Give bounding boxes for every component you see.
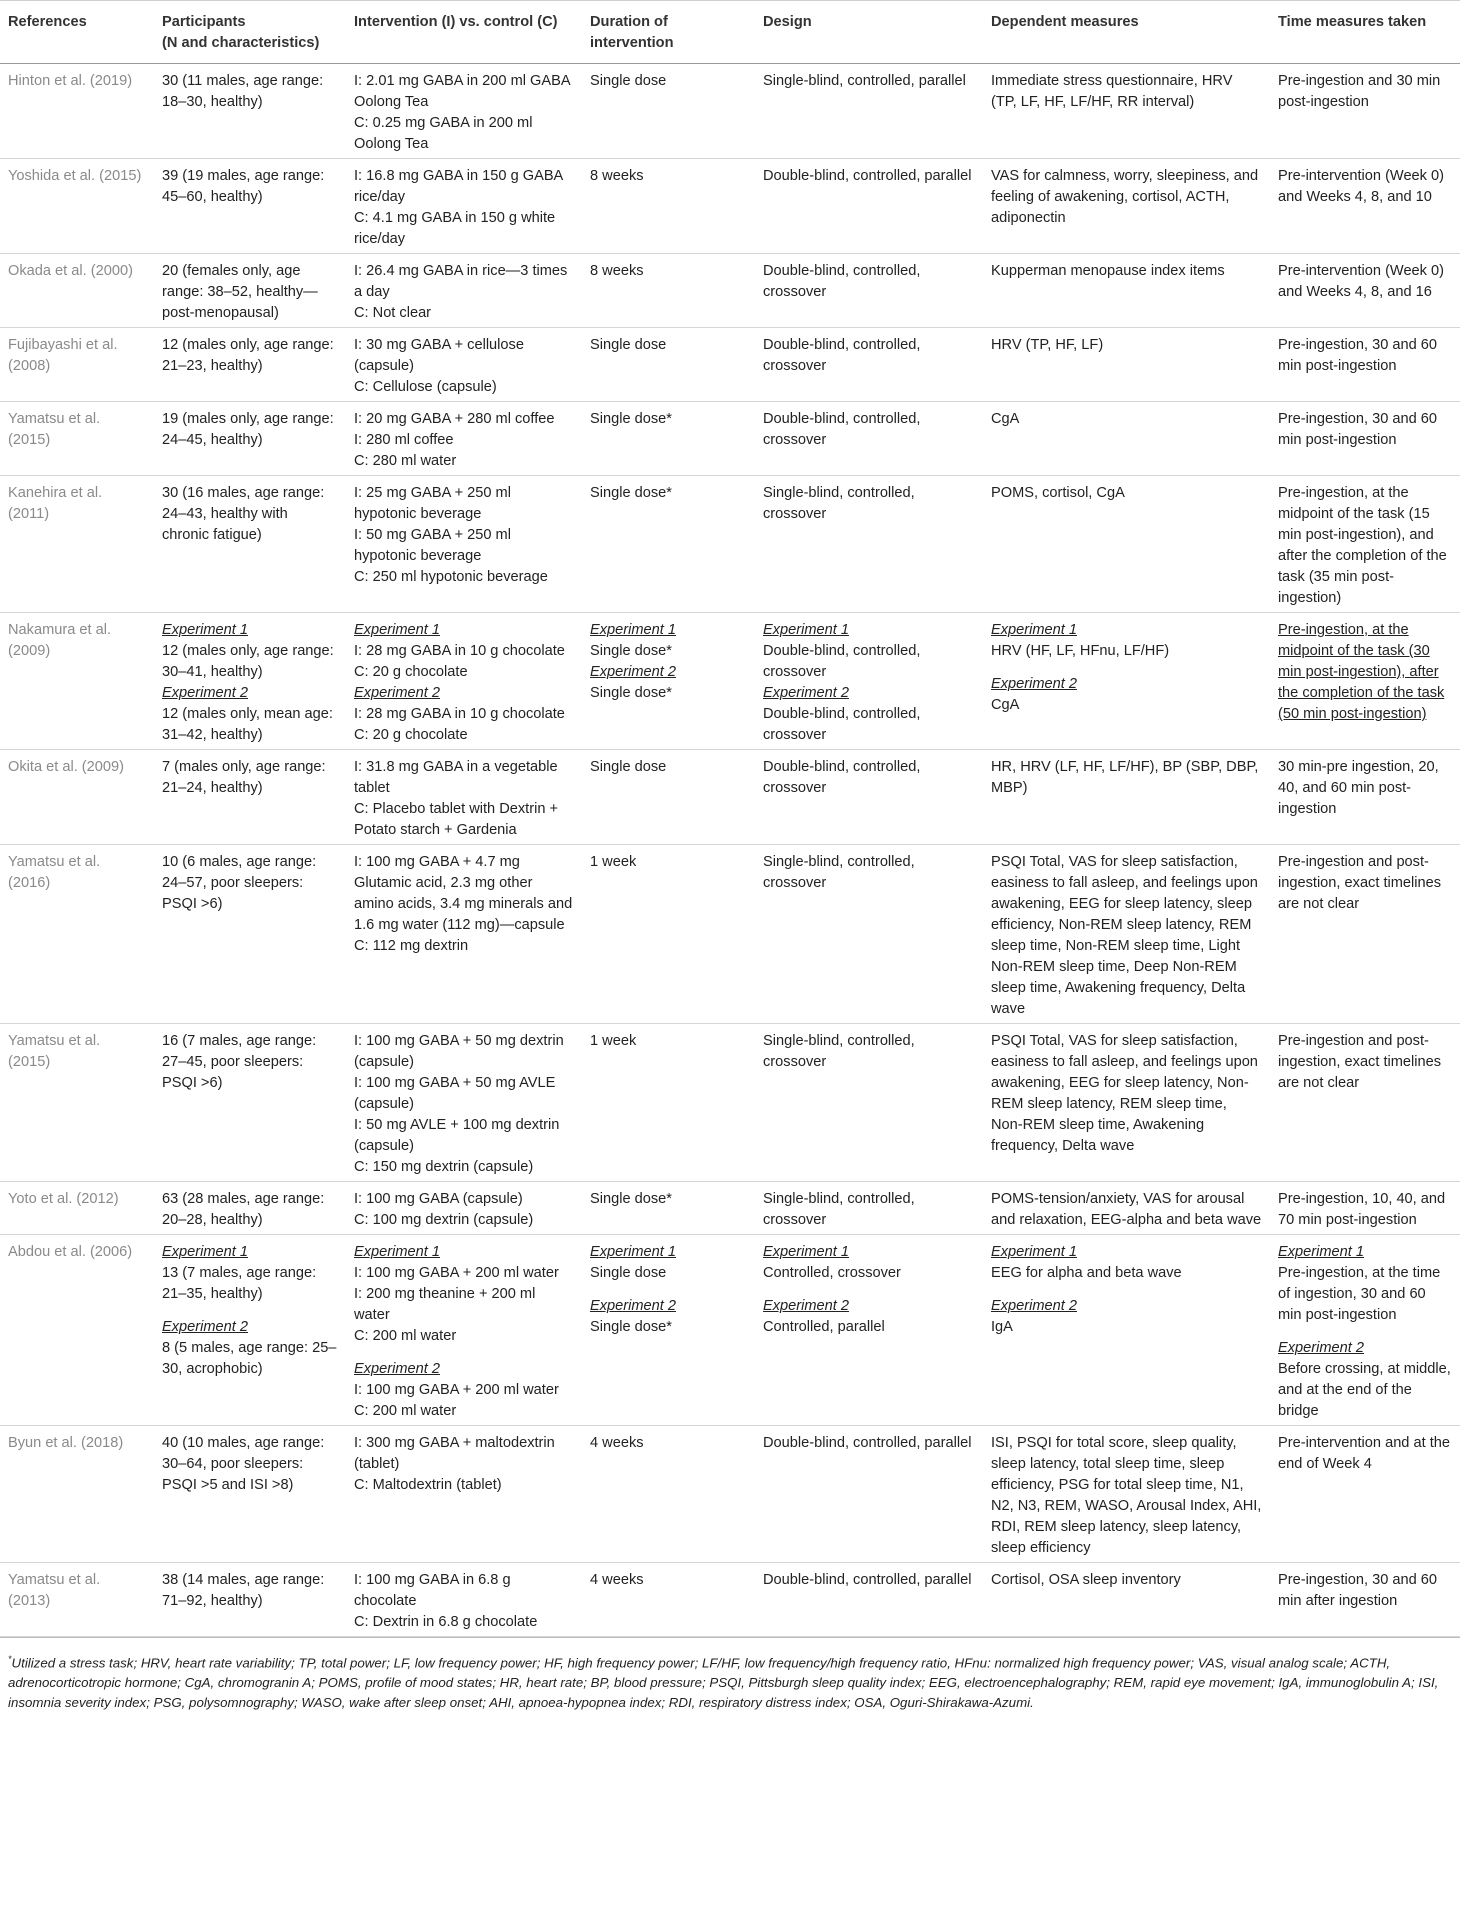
design-cell [755, 254, 983, 328]
experiment-label: Experiment 1 [991, 1244, 1077, 1260]
intervention-cell [346, 402, 582, 476]
experiment-label: Experiment 1 [354, 622, 440, 638]
design-cell [755, 845, 983, 1024]
measures-text: PSQI Total, VAS for sleep satisfaction, easiness to fall asleep, and feelings upon awakening, EEG for sleep latency, Non-REM sleep latency, REM sleep time, Non-REM sleep time, Awakening frequency, Delta wave [991, 1033, 1258, 1154]
reference-cell: Okita et al. (2009) [0, 750, 154, 845]
table-row [0, 328, 1460, 402]
design-text: Single-blind, controlled, crossover [763, 1191, 915, 1228]
intervention-cell [346, 1235, 582, 1426]
measures-text: Kupperman menopause index items [991, 263, 1225, 279]
table-row [0, 1563, 1460, 1637]
measures-cell [983, 1563, 1270, 1637]
duration-cell [582, 402, 755, 476]
header-participants [154, 1, 346, 64]
time-text: Pre-ingestion, 30 and 60 min after ingestion [1278, 1572, 1438, 1609]
duration-text: Single dose* [590, 485, 672, 501]
duration-text: 4 weeks [590, 1435, 644, 1451]
footnote-mark: * [8, 1654, 12, 1664]
design-text: Controlled, crossover [763, 1265, 901, 1281]
reference-cell: Yamatsu et al. (2015) [0, 1024, 154, 1182]
duration-cell [582, 1024, 755, 1182]
time-cell [1270, 1563, 1460, 1637]
header-measures: Dependent measures [983, 1, 1270, 64]
experiment-label: Experiment 2 [991, 676, 1077, 692]
time-text: Pre-ingestion, at the midpoint of the task (30 min post-ingestion), after the completion of the task (50 min post-ingestion) [1278, 622, 1445, 722]
time-text: Pre-ingestion and post-ingestion, exact timelines are not clear [1278, 854, 1442, 912]
intervention-text: I: 16.8 mg GABA in 150 g GABA rice/day C: 4.1 mg GABA in 150 g white rice/day [354, 168, 563, 247]
measures-text: HRV (TP, HF, LF) [991, 337, 1104, 353]
measures-text: HRV (HF, LF, HFnu, LF/HF) [991, 643, 1170, 659]
design-cell [755, 159, 983, 254]
design-cell [755, 402, 983, 476]
duration-cell [582, 750, 755, 845]
measures-cell [983, 64, 1270, 159]
experiment-label: Experiment 2 [1278, 1340, 1364, 1356]
participants-cell [154, 750, 346, 845]
duration-cell [582, 1235, 755, 1426]
time-cell [1270, 402, 1460, 476]
experiment-label: Experiment 2 [354, 1361, 440, 1377]
table-row [0, 476, 1460, 613]
intervention-text: I: 100 mg GABA + 4.7 mg Glutamic acid, 2.3 mg other amino acids, 3.4 mg minerals and 1.6 mg water (112 mg)—capsule C: 112 mg dextrin [354, 854, 573, 954]
measures-text: PSQI Total, VAS for sleep satisfaction, easiness to fall asleep, and feelings upon awakening, EEG for sleep latency, sleep efficiency, Non-REM sleep latency, REM sleep time, Non-REM sleep time, Light Non-REM sleep time, Deep Non-REM sleep time, Awakening frequency, Delta wave [991, 854, 1258, 1017]
experiment-label: Experiment 2 [763, 685, 849, 701]
time-cell [1270, 476, 1460, 613]
participants-text: 10 (6 males, age range: 24–57, poor sleepers: PSQI >6) [162, 854, 317, 912]
reference-cell: Yoshida et al. (2015) [0, 159, 154, 254]
reference-cell: Yamatsu et al. (2015) [0, 402, 154, 476]
design-cell [755, 1563, 983, 1637]
measures-text: HR, HRV (LF, HF, LF/HF), BP (SBP, DBP, MBP) [991, 759, 1259, 796]
header-row [0, 1, 1460, 64]
reference-cell: Yamatsu et al. (2013) [0, 1563, 154, 1637]
participants-cell [154, 254, 346, 328]
design-text: Double-blind, controlled, crossover [763, 759, 921, 796]
reference-cell: Kanehira et al. (2011) [0, 476, 154, 613]
participants-text: 7 (males only, age range: 21–24, healthy) [162, 759, 326, 796]
participants-text: 12 (males only, age range: 30–41, healthy) [162, 643, 334, 680]
header-intervention: Intervention (I) vs. control (C) [346, 1, 582, 64]
design-text: Double-blind, controlled, parallel [763, 1435, 972, 1451]
experiment-label: Experiment 2 [763, 1298, 849, 1314]
time-cell [1270, 1235, 1460, 1426]
time-text: Pre-ingestion and 30 min post-ingestion [1278, 73, 1441, 110]
design-cell [755, 476, 983, 613]
reference-cell: Yamatsu et al. (2016) [0, 845, 154, 1024]
duration-text: Single dose* [590, 643, 672, 659]
header-participants-sub: (N and characteristics) [162, 35, 320, 51]
time-text: Pre-ingestion and post-ingestion, exact timelines are not clear [1278, 1033, 1442, 1091]
reference-cell: Abdou et al. (2006) [0, 1235, 154, 1426]
measures-text: Cortisol, OSA sleep inventory [991, 1572, 1181, 1588]
time-cell [1270, 750, 1460, 845]
intervention-cell [346, 1426, 582, 1563]
header-design: Design [755, 1, 983, 64]
measures-cell [983, 402, 1270, 476]
measures-text: IgA [991, 1319, 1013, 1335]
participants-text: 8 (5 males, age range: 25–30, acrophobic) [162, 1340, 337, 1377]
duration-text: Single dose [590, 337, 667, 353]
participants-cell [154, 328, 346, 402]
intervention-cell [346, 1182, 582, 1235]
duration-cell [582, 159, 755, 254]
participants-text: 40 (10 males, age range: 30–64, poor sleepers: PSQI >5 and ISI >8) [162, 1435, 325, 1493]
reference-cell: Byun et al. (2018) [0, 1426, 154, 1563]
duration-cell [582, 476, 755, 613]
intervention-text: I: 28 mg GABA in 10 g chocolate C: 20 g chocolate [354, 643, 565, 680]
measures-text: POMS, cortisol, CgA [991, 485, 1125, 501]
experiment-label: Experiment 1 [162, 1244, 248, 1260]
design-text: Double-blind, controlled, crossover [763, 411, 921, 448]
duration-text: 1 week [590, 854, 637, 870]
participants-cell [154, 1235, 346, 1426]
experiment-label: Experiment 1 [590, 622, 676, 638]
duration-cell [582, 613, 755, 750]
design-cell [755, 1182, 983, 1235]
participants-cell [154, 402, 346, 476]
time-text: Pre-intervention and at the end of Week 4 [1278, 1435, 1450, 1472]
reference-cell: Hinton et al. (2019) [0, 64, 154, 159]
design-text: Double-blind, controlled, crossover [763, 643, 921, 680]
measures-cell [983, 613, 1270, 750]
time-text: Pre-intervention (Week 0) and Weeks 4, 8, and 16 [1278, 263, 1445, 300]
time-cell [1270, 1024, 1460, 1182]
design-text: Double-blind, controlled, crossover [763, 337, 921, 374]
time-text: 30 min-pre ingestion, 20, 40, and 60 min post-ingestion [1278, 759, 1439, 817]
experiment-label: Experiment 1 [991, 622, 1077, 638]
experiment-label: Experiment 2 [162, 1319, 248, 1335]
design-text: Single-blind, controlled, crossover [763, 485, 915, 522]
participants-text: 16 (7 males, age range: 27–45, poor sleepers: PSQI >6) [162, 1033, 317, 1091]
duration-cell [582, 328, 755, 402]
experiment-label: Experiment 1 [354, 1244, 440, 1260]
participants-text: 38 (14 males, age range: 71–92, healthy) [162, 1572, 325, 1609]
duration-text: Single dose [590, 73, 667, 89]
experiment-label: Experiment 2 [162, 685, 248, 701]
duration-cell [582, 1182, 755, 1235]
duration-cell [582, 1563, 755, 1637]
duration-cell [582, 64, 755, 159]
intervention-text: I: 100 mg GABA in 6.8 g chocolate C: Dextrin in 6.8 g chocolate [354, 1572, 538, 1630]
design-text: Single-blind, controlled, crossover [763, 1033, 915, 1070]
experiment-label: Experiment 2 [590, 664, 676, 680]
intervention-text: I: 30 mg GABA + cellulose (capsule) C: Cellulose (capsule) [354, 337, 524, 395]
intervention-text: I: 25 mg GABA + 250 ml hypotonic beverage I: 50 mg GABA + 250 ml hypotonic beverage C: 250 ml hypotonic beverage [354, 485, 548, 585]
participants-cell [154, 64, 346, 159]
participants-cell [154, 1426, 346, 1563]
intervention-cell [346, 1563, 582, 1637]
measures-cell [983, 328, 1270, 402]
table-row [0, 1182, 1460, 1235]
intervention-text: I: 100 mg GABA (capsule) C: 100 mg dextrin (capsule) [354, 1191, 534, 1228]
duration-text: Single dose [590, 759, 667, 775]
time-cell [1270, 1426, 1460, 1563]
design-text: Single-blind, controlled, parallel [763, 73, 966, 89]
design-cell [755, 1024, 983, 1182]
experiment-label: Experiment 1 [162, 622, 248, 638]
table-row [0, 845, 1460, 1024]
intervention-text: I: 2.01 mg GABA in 200 ml GABA Oolong Tea C: 0.25 mg GABA in 200 ml Oolong Tea [354, 73, 570, 152]
measures-text: POMS-tension/anxiety, VAS for arousal and relaxation, EEG-alpha and beta wave [991, 1191, 1262, 1228]
design-text: Double-blind, controlled, crossover [763, 263, 921, 300]
table-body [0, 64, 1460, 1637]
intervention-cell [346, 845, 582, 1024]
participants-text: 30 (16 males, age range: 24–43, healthy with chronic fatigue) [162, 485, 325, 543]
intervention-cell [346, 476, 582, 613]
time-cell [1270, 64, 1460, 159]
duration-text: Single dose [590, 1265, 667, 1281]
intervention-text: I: 20 mg GABA + 280 ml coffee I: 280 ml coffee C: 280 ml water [354, 411, 555, 469]
experiment-label: Experiment 2 [590, 1298, 676, 1314]
participants-cell [154, 845, 346, 1024]
time-text: Pre-ingestion, 30 and 60 min post-ingestion [1278, 411, 1438, 448]
duration-text: Single dose* [590, 1191, 672, 1207]
participants-text: 30 (11 males, age range: 18–30, healthy) [162, 73, 324, 110]
footnote-text: Utilized a stress task; HRV, heart rate variability; TP, total power; LF, low frequency power; HF, high frequency power; LF/HF, low frequency/high frequency ratio, HFnu: normalized high frequency power; VAS, visual analog scale; ACTH, adrenocorticotropic hormone; CgA, chromogranin A; POMS, profile of mood states; HR, heart rate; BP, blood pressure; PSQI, Pittsburgh sleep quality index; EEG, electroencephalography; REM, rapid eye movement; IgA, immunoglobulin A; ISI, insomnia severity index; PSG, polysomnography; WASO, wake after sleep onset; AHI, apnoea-hypopnea index; RDI, respiratory distress index; OSA, Oguri-Shirakawa-Azumi. [8, 1655, 1439, 1711]
header-participants-label: Participants [162, 14, 246, 30]
participants-cell [154, 1563, 346, 1637]
design-cell [755, 613, 983, 750]
measures-text: Immediate stress questionnaire, HRV (TP, LF, HF, LF/HF, RR interval) [991, 73, 1233, 110]
experiment-label: Experiment 2 [991, 1298, 1077, 1314]
experiment-label: Experiment 1 [1278, 1244, 1364, 1260]
measures-cell [983, 1235, 1270, 1426]
duration-text: Single dose* [590, 1319, 672, 1335]
participants-text: 19 (males only, age range: 24–45, healthy) [162, 411, 334, 448]
reference-cell: Okada et al. (2000) [0, 254, 154, 328]
measures-cell [983, 1426, 1270, 1563]
intervention-cell [346, 254, 582, 328]
participants-cell [154, 1024, 346, 1182]
intervention-cell [346, 1024, 582, 1182]
intervention-cell [346, 613, 582, 750]
table-row [0, 64, 1460, 159]
reference-cell: Fujibayashi et al. (2008) [0, 328, 154, 402]
measures-cell [983, 845, 1270, 1024]
header-references: References [0, 1, 154, 64]
time-text: Pre-ingestion, 30 and 60 min post-ingestion [1278, 337, 1438, 374]
design-cell [755, 64, 983, 159]
reference-cell: Yoto et al. (2012) [0, 1182, 154, 1235]
time-text: Pre-ingestion, at the time of ingestion, 30 and 60 min post-ingestion [1278, 1265, 1441, 1323]
time-cell [1270, 845, 1460, 1024]
intervention-text: I: 28 mg GABA in 10 g chocolate C: 20 g chocolate [354, 706, 565, 743]
participants-text: 63 (28 males, age range: 20–28, healthy) [162, 1191, 325, 1228]
measures-text: EEG for alpha and beta wave [991, 1265, 1182, 1281]
time-cell [1270, 328, 1460, 402]
time-cell [1270, 159, 1460, 254]
measures-text: CgA [991, 697, 1020, 713]
table-row [0, 750, 1460, 845]
experiment-label: Experiment 1 [590, 1244, 676, 1260]
duration-cell [582, 254, 755, 328]
table-row [0, 159, 1460, 254]
intervention-cell [346, 159, 582, 254]
time-cell [1270, 254, 1460, 328]
measures-text: CgA [991, 411, 1020, 427]
measures-cell [983, 1024, 1270, 1182]
participants-cell [154, 476, 346, 613]
experiment-label: Experiment 1 [763, 622, 849, 638]
intervention-text: I: 100 mg GABA + 200 ml water I: 200 mg theanine + 200 ml water C: 200 ml water [354, 1265, 559, 1344]
time-text: Pre-ingestion, at the midpoint of the task (15 min post-ingestion), and after the completion of the task (35 min post-ingestion) [1278, 485, 1447, 606]
reference-cell: Nakamura et al. (2009) [0, 613, 154, 750]
experiment-label: Experiment 1 [763, 1244, 849, 1260]
time-cell [1270, 613, 1460, 750]
intervention-cell [346, 328, 582, 402]
design-cell [755, 1426, 983, 1563]
participants-text: 20 (females only, age range: 38–52, healthy—post-menopausal) [162, 263, 318, 321]
measures-cell [983, 1182, 1270, 1235]
table-row [0, 1235, 1460, 1426]
intervention-text: I: 100 mg GABA + 50 mg dextrin (capsule) I: 100 mg GABA + 50 mg AVLE (capsule) I: 50 mg AVLE + 100 mg dextrin (capsule) C: 150 mg dextrin (capsule) [354, 1033, 564, 1175]
design-text: Double-blind, controlled, parallel [763, 1572, 972, 1588]
measures-text: ISI, PSQI for total score, sleep quality, sleep latency, total sleep time, sleep efficiency, PSG for total sleep time, N1, N2, N3, REM, WASO, Arousal Index, AHI, RDI, REM sleep latency, sleep latency, sleep efficiency [991, 1435, 1262, 1556]
measures-text: VAS for calmness, worry, sleepiness, and feeling of awakening, cortisol, ACTH, adiponectin [991, 168, 1259, 226]
design-text: Controlled, parallel [763, 1319, 885, 1335]
duration-text: 4 weeks [590, 1572, 644, 1588]
duration-text: Single dose* [590, 685, 672, 701]
time-text: Before crossing, at middle, and at the end of the bridge [1278, 1361, 1451, 1419]
design-cell [755, 750, 983, 845]
duration-text: 8 weeks [590, 263, 644, 279]
measures-cell [983, 750, 1270, 845]
duration-text: Single dose* [590, 411, 672, 427]
intervention-text: I: 300 mg GABA + maltodextrin (tablet) C: Maltodextrin (tablet) [354, 1435, 555, 1493]
table-row [0, 613, 1460, 750]
intervention-cell [346, 64, 582, 159]
intervention-text: I: 31.8 mg GABA in a vegetable tablet C: Placebo tablet with Dextrin + Potato starch + Gardenia [354, 759, 559, 838]
design-cell [755, 328, 983, 402]
experiment-label: Experiment 2 [354, 685, 440, 701]
design-cell [755, 1235, 983, 1426]
design-text: Single-blind, controlled, crossover [763, 854, 915, 891]
table-footnote [0, 1637, 1460, 1713]
header-time: Time measures taken [1270, 1, 1460, 64]
participants-text: 12 (males only, mean age: 31–42, healthy) [162, 706, 333, 743]
participants-text: 39 (19 males, age range: 45–60, healthy) [162, 168, 325, 205]
participants-cell [154, 613, 346, 750]
time-text: Pre-ingestion, 10, 40, and 70 min post-ingestion [1278, 1191, 1446, 1228]
time-text: Pre-intervention (Week 0) and Weeks 4, 8, and 10 [1278, 168, 1445, 205]
intervention-text: I: 100 mg GABA + 200 ml water C: 200 ml water [354, 1382, 559, 1419]
participants-text: 12 (males only, age range: 21–23, healthy) [162, 337, 334, 374]
duration-text: 1 week [590, 1033, 637, 1049]
participants-text: 13 (7 males, age range: 21–35, healthy) [162, 1265, 317, 1302]
measures-cell [983, 159, 1270, 254]
measures-cell [983, 254, 1270, 328]
time-cell [1270, 1182, 1460, 1235]
table-row [0, 254, 1460, 328]
table-row [0, 1024, 1460, 1182]
design-text: Double-blind, controlled, crossover [763, 706, 921, 743]
design-text: Double-blind, controlled, parallel [763, 168, 972, 184]
measures-cell [983, 476, 1270, 613]
duration-text: 8 weeks [590, 168, 644, 184]
header-duration: Duration of intervention [582, 1, 755, 64]
table-row [0, 1426, 1460, 1563]
participants-cell [154, 159, 346, 254]
intervention-cell [346, 750, 582, 845]
participants-cell [154, 1182, 346, 1235]
intervention-text: I: 26.4 mg GABA in rice—3 times a day C: Not clear [354, 263, 568, 321]
duration-cell [582, 1426, 755, 1563]
duration-cell [582, 845, 755, 1024]
table-row [0, 402, 1460, 476]
